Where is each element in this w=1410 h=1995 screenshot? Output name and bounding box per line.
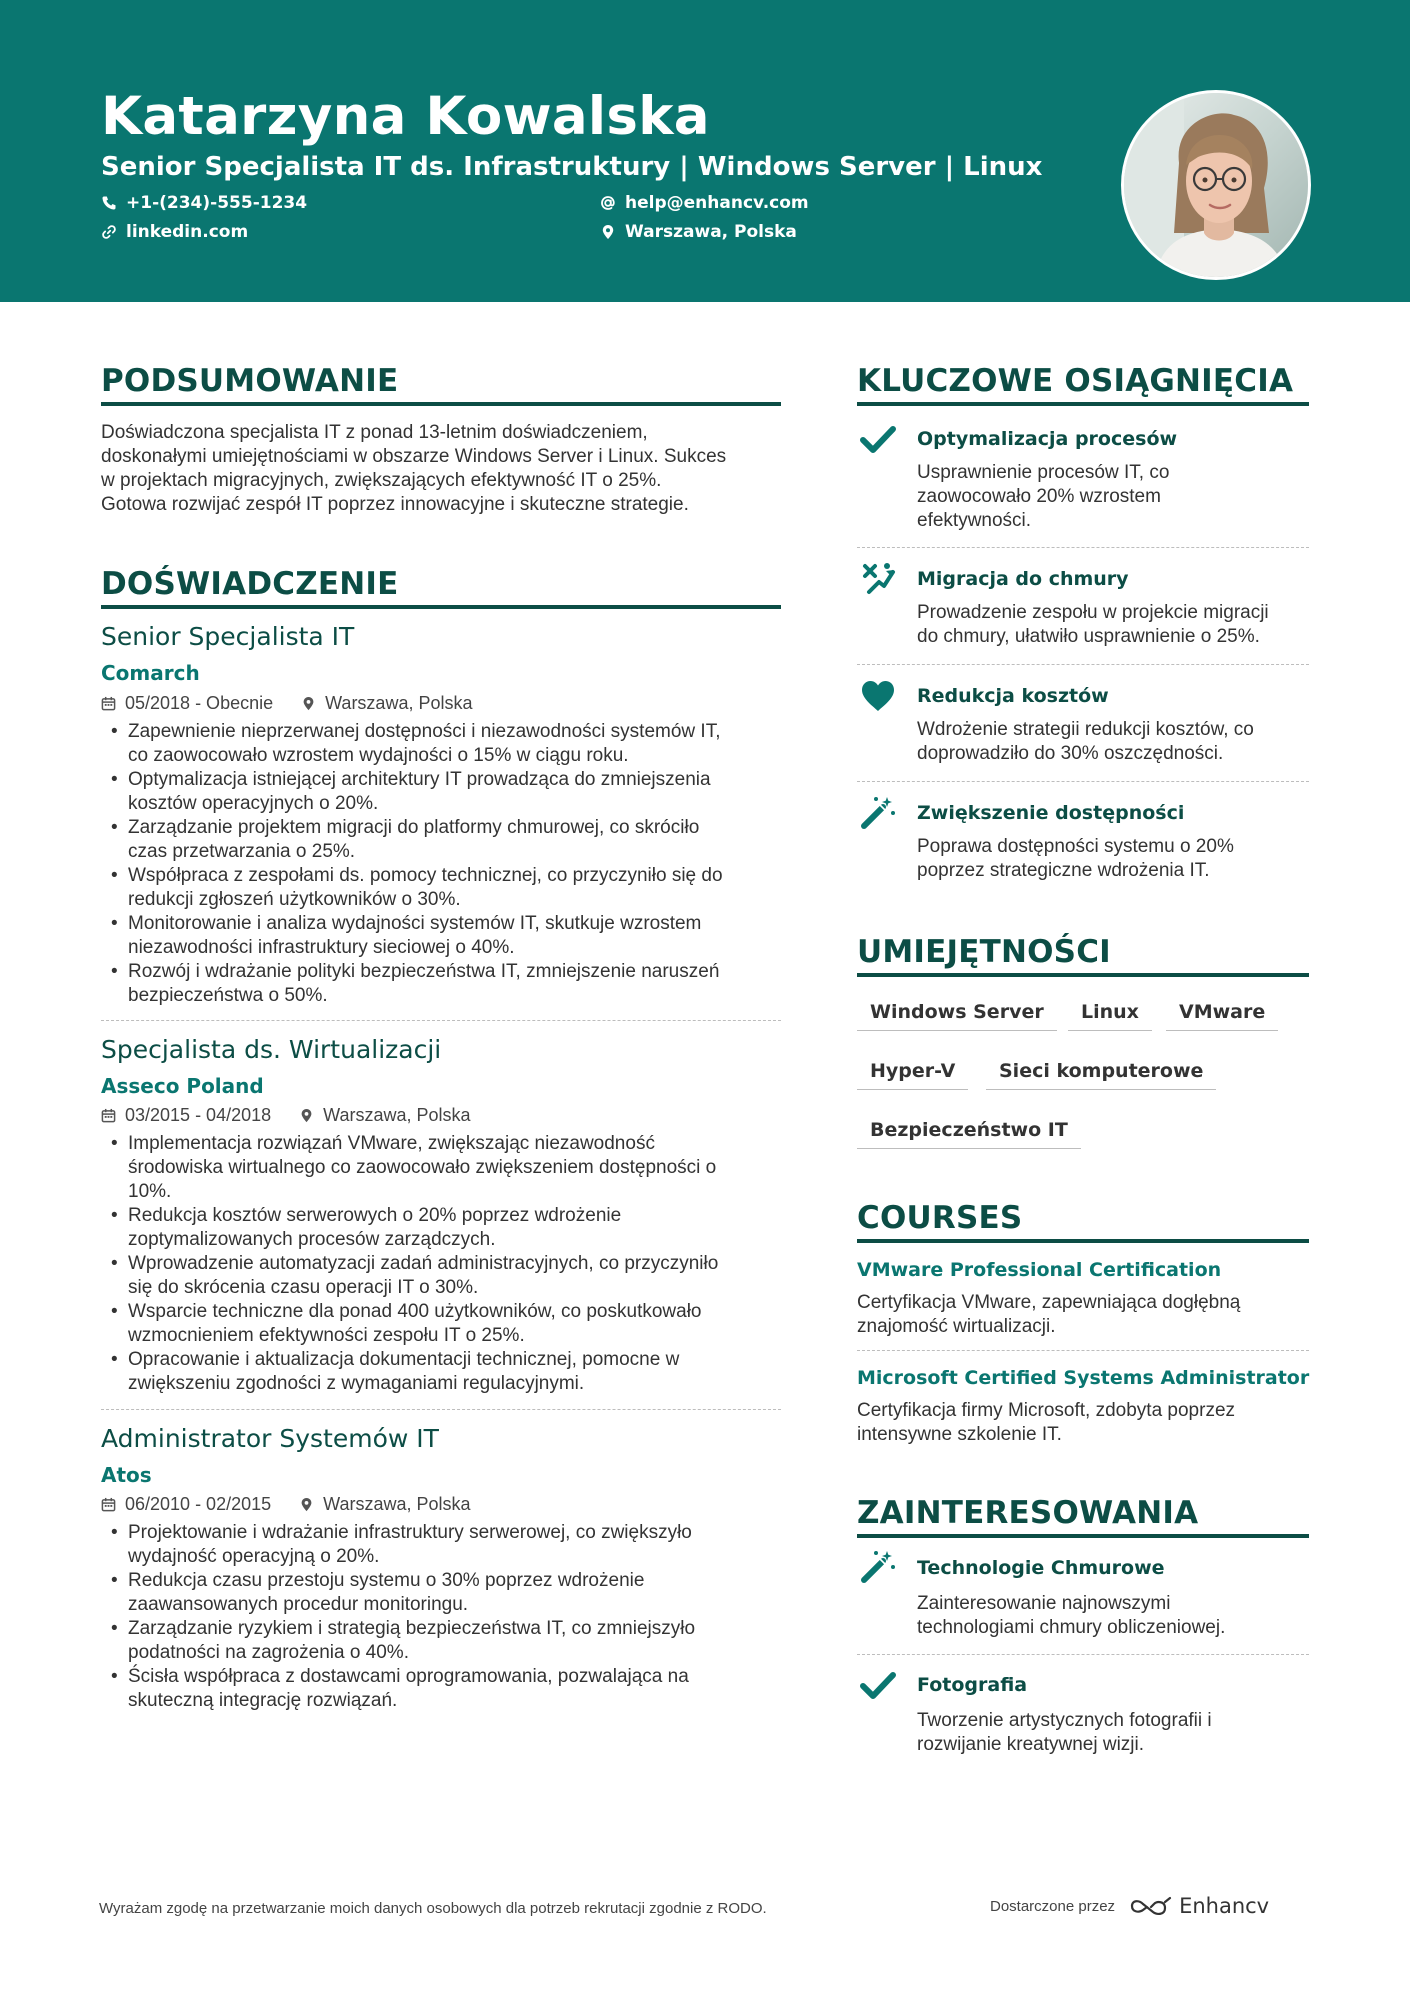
magic-wand-icon [859,1549,897,1583]
course-description: Certyfikacja VMware, zapewniająca dogłębną znajomość wirtualizacji. [857,1292,1241,1337]
email-text: help@enhancv.com [625,193,809,213]
course-title: VMware Professional Certification [857,1259,1222,1281]
company-name: Asseco Poland [101,1074,264,1098]
interest-description: Zainteresowanie najnowszymi technologiami chmury obliczeniowej. [917,1593,1226,1638]
job-location: Warszawa, Polska [323,1105,471,1125]
header-banner [0,0,1410,302]
candidate-name: Katarzyna Kowalska [101,86,710,147]
bullet-item: • Projektowanie i wdrażanie infrastruktury serwerowej, co zwiększyło wydajność operacyjną o 20%. [101,1521,791,1569]
magic-wand-icon [859,795,897,829]
profile-photo [1121,90,1311,280]
bullet-item: • Współpraca z zespołami ds. pomocy technicznej, co przyczyniło się do redukcji zgłoszeń użytkowników o 30%. [101,864,791,912]
summary-line: doskonałymi umiejętnościami w obszarze Windows Server i Linux. Sukces [101,446,727,467]
location-text: Warszawa, Polska [625,222,797,242]
job-meta [101,1105,471,1126]
bullet-item: • Monitorowanie i analiza wydajności systemów IT, skutkuje wzrostem niezawodności infrastruktury sieciowej o 40%. [101,912,791,960]
job-dates: 06/2010 - 02/2015 [125,1494,272,1514]
summary-line: Doświadczona specjalista IT z ponad 13-letnim doświadczeniem, [101,422,648,443]
location-pin-icon [600,224,616,240]
company-name: Comarch [101,661,200,685]
bullet-item: • Zarządzanie projektem migracji do platformy chmurowej, co skróciło czas przetwarzania o 25%. [101,816,791,864]
achievement-title: Redukcja kosztów [917,685,1109,707]
phone-text: +1-(234)-555-1234 [126,193,308,213]
phone-icon [101,195,117,211]
job-title: Specjalista ds. Wirtualizacji [101,1035,442,1064]
achievement-title: Zwiększenie dostępności [917,802,1185,824]
job-title: Senior Specjalista IT [101,622,355,651]
bullet-item: • Wprowadzenie automatyzacji zadań administracyjnych, co przyczyniło się do skrócenia czasu operacji IT o 30%. [101,1252,791,1300]
interest-title: Technologie Chmurowe [917,1557,1165,1579]
skill-tag: Sieci komputerowe [986,1058,1216,1090]
job-bullets [101,1132,791,1396]
link-icon [101,224,117,240]
bullet-item: • Implementacja rozwiązań VMware, zwiększając niezawodność środowiska wirtualnego co zaowocowało zwiększeniem dostępności o 10%. [101,1132,791,1204]
divider [857,1350,1309,1351]
company-name: Atos [101,1463,152,1487]
job-title: Administrator Systemów IT [101,1424,439,1453]
bullet-item: • Redukcja kosztów serwerowych o 20% poprzez wdrożenie zoptymalizowanych procesów zarządczych. [101,1204,791,1252]
achievements-rule [857,402,1309,406]
bullet-item: • Ścisła współpraca z dostawcami oprogramowania, pozwalająca na skuteczną integrację rozwiązań. [101,1665,791,1713]
achievement-title: Migracja do chmury [917,568,1129,590]
bullet-item: • Zarządzanie ryzykiem i strategią bezpieczeństwa IT, co zmniejszyło podatności na zagrożenia o 40%. [101,1617,791,1665]
location-pin-icon [299,1108,314,1123]
job-meta [101,1494,471,1515]
skill-tag: Hyper-V [857,1058,968,1090]
contact-linkedin[interactable] [101,222,248,242]
interest-description: Tworzenie artystycznych fotografii i rozwijanie kreatywnej wizji. [917,1710,1212,1755]
at-icon [600,195,616,211]
bullet-item: • Redukcja czasu przestoju systemu o 30% poprzez wdrożenie zaawansowanych procedur monitoringu. [101,1569,791,1617]
divider [101,1409,781,1410]
skills-rule [857,973,1309,977]
skill-tag: Windows Server [857,999,1057,1031]
courses-rule [857,1239,1309,1243]
heart-icon [859,679,897,713]
summary-heading: PODSUMOWANIE [101,363,399,399]
check-icon [859,1669,897,1703]
achievement-description: Wdrożenie strategii redukcji kosztów, co doprowadziło do 30% oszczędności. [917,719,1254,764]
skill-tag: Bezpieczeństwo IT [857,1117,1081,1149]
candidate-headline: Senior Specjalista IT ds. Infrastruktury | Windows Server | Linux [101,152,1043,182]
job-bullets [101,720,791,1008]
courses-heading: COURSES [857,1200,1023,1236]
bullet-item: • Optymalizacja istniejącej architektury IT prowadząca do zmniejszenia kosztów operacyjnych o 20%. [101,768,791,816]
course-description: Certyfikacja firmy Microsoft, zdobyta poprzez intensywne szkolenie IT. [857,1400,1236,1445]
location-pin-icon [301,696,316,711]
interests-heading: ZAINTERESOWANIA [857,1495,1199,1531]
experience-rule [101,605,781,609]
contact-location [600,222,797,242]
location-pin-icon [299,1497,314,1512]
summary-line: Gotowa rozwijać zespół IT poprzez innowacyjne i skuteczne strategie. [101,494,689,515]
divider [857,781,1309,782]
contact-email[interactable] [600,193,809,213]
divider [101,1020,781,1021]
bullet-item: • Rozwój i wdrażanie polityki bezpieczeństwa IT, zmniejszenie naruszeń bezpieczeństwa o 50%. [101,960,791,1008]
job-dates: 05/2018 - Obecnie [125,693,274,713]
contact-phone[interactable] [101,193,307,213]
skills-heading: UMIEJĘTNOŚCI [857,934,1111,970]
bullet-item: • Zapewnienie nieprzerwanej dostępności i niezawodności systemów IT, co zaowocowało wzrostem wydajności o 15% w ciągu roku. [101,720,791,768]
course-title: Microsoft Certified Systems Administrator [857,1367,1310,1389]
summary-line: w projektach migracyjnych, zwiększających efektywność IT o 25%. [101,470,662,491]
job-bullets [101,1521,791,1713]
powered-by-label: Dostarczone przez [990,1897,1116,1915]
skill-tag: Linux [1068,999,1152,1031]
summary-text [101,421,791,517]
job-location: Warszawa, Polska [323,1494,471,1514]
divider [857,547,1309,548]
bullet-item: • Wsparcie techniczne dla ponad 400 użytkowników, co poskutkowało wzmocnieniem efektywności zespołu IT o 25%. [101,1300,791,1348]
cloud-migration-icon [859,562,897,596]
linkedin-text: linkedin.com [126,222,249,242]
achievement-title: Optymalizacja procesów [917,428,1178,450]
divider [857,664,1309,665]
enhancv-logo-icon [1127,1894,1173,1918]
job-meta [101,693,472,714]
brand-name: Enhancv [1179,1894,1270,1918]
achievement-description: Usprawnienie procesów IT, co zaowocowało 20% wzrostem efektywności. [917,462,1170,531]
achievements-heading: KLUCZOWE OSIĄGNIĘCIA [857,363,1294,399]
powered-by[interactable] [990,1894,1269,1918]
calendar-icon [101,1108,116,1123]
bullet-item: • Opracowanie i aktualizacja dokumentacji technicznej, pomocne w zwiększeniu zgodności z wymaganiami regulacyjnymi. [101,1348,791,1396]
divider [857,1654,1309,1655]
job-location: Warszawa, Polska [325,693,473,713]
experience-heading: DOŚWIADCZENIE [101,566,399,602]
calendar-icon [101,696,116,711]
check-icon [859,423,897,457]
interests-rule [857,1534,1309,1538]
summary-rule [101,402,781,406]
interest-title: Fotografia [917,1674,1028,1696]
calendar-icon [101,1497,116,1512]
skill-tag: VMware [1166,999,1278,1031]
achievement-description: Poprawa dostępności systemu o 20% poprzez strategiczne wdrożenia IT. [917,836,1234,881]
job-dates: 03/2015 - 04/2018 [125,1105,272,1125]
gdpr-consent: Wyrażam zgodę na przetwarzanie moich danych osobowych dla potrzeb rekrutacji zgodnie z RODO. [99,1900,767,1917]
achievement-description: Prowadzenie zespołu w projekcie migracji do chmury, ułatwiło usprawnienie o 25%. [917,602,1269,647]
